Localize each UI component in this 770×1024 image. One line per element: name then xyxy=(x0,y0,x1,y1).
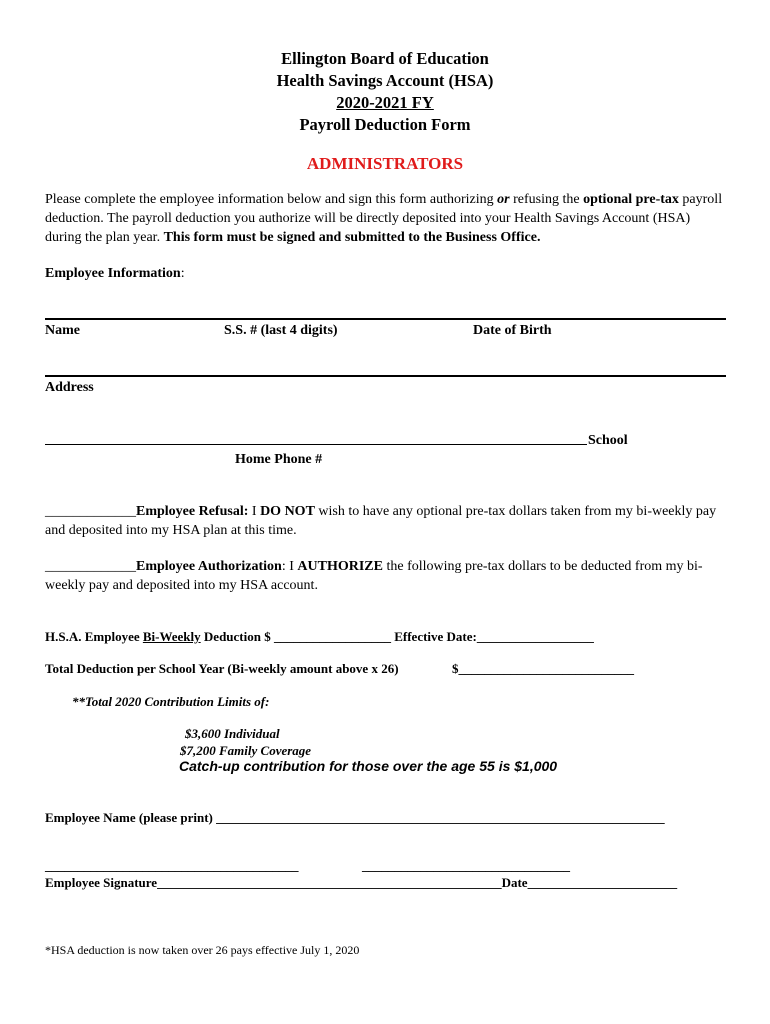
refusal-paragraph: _____________Employee Refusal: I DO NOT wish to have any optional pre-tax dollars taken from my bi-weekly pay and deposited into my HSA plan at this time. xyxy=(45,504,717,538)
limit-family: $7,200 Family Coverage xyxy=(180,743,312,758)
authorization-label: Employee Authorization xyxy=(136,559,282,574)
home-phone-label: Home Phone # xyxy=(235,452,323,467)
signature-label: Employee Signature xyxy=(45,875,158,890)
intro-paragraph xyxy=(45,190,725,247)
authorization-authorize: AUTHORIZE xyxy=(297,559,383,574)
ss-label: S.S. # (last 4 digits) xyxy=(224,323,338,338)
signature-blank-right[interactable]: ________________________________ xyxy=(362,858,570,873)
intro-text-2: refusing the xyxy=(509,192,584,207)
signature-row xyxy=(45,873,677,892)
address-row-line[interactable] xyxy=(45,375,726,377)
deduction-row: H.S.A. Employee Bi-Weekly Deduction $ __________________ Effective Date:__________________ xyxy=(45,629,594,644)
limits-heading: **Total 2020 Contribution Limits of: xyxy=(72,694,270,709)
title-organization: Ellington Board of Education xyxy=(281,49,489,68)
refusal-do-not: DO NOT xyxy=(260,504,315,519)
title-plan: Health Savings Account (HSA) xyxy=(276,71,494,90)
refusal-label: Employee Refusal: xyxy=(136,504,249,519)
date-line[interactable]: _______________________ xyxy=(527,875,678,890)
biweekly-text: Bi-Weekly xyxy=(142,629,201,644)
name-label: Name xyxy=(45,323,80,338)
address-label: Address xyxy=(45,380,94,395)
refusal-initial-blank[interactable]: _____________ xyxy=(45,504,136,519)
footnote: *HSA deduction is now taken over 26 pays effective July 1, 2020 xyxy=(45,943,360,957)
title-form-name: Payroll Deduction Form xyxy=(299,115,471,134)
intro-optional: optional pre-tax xyxy=(583,192,679,207)
employee-group-heading: ADMINISTRATORS xyxy=(306,154,464,173)
deduction-amount-blank[interactable]: __________________ xyxy=(273,629,391,644)
signature-blank-left[interactable]: _______________________________________ xyxy=(45,858,299,873)
intro-submit-instruction: This form must be signed and submitted to the Business Office. xyxy=(163,230,541,245)
limit-individual: $3,600 Individual xyxy=(185,726,280,741)
employee-name-blank[interactable]: _____________________________________________________________________ xyxy=(216,810,665,825)
date-label: Date xyxy=(501,875,528,890)
employee-name-print-row: Employee Name (please print) _____________________________________________________________________ xyxy=(45,810,665,825)
total-deduction-label: Total Deduction per School Year (Bi-weekly amount above x 26) xyxy=(45,661,399,676)
intro-or: or xyxy=(497,192,510,207)
authorization-initial-blank[interactable]: _____________ xyxy=(45,559,136,574)
authorization-paragraph: _____________Employee Authorization: I AUTHORIZE the following pre-tax dollars to be deducted from my bi-weekly pay and deposited into my HSA account. xyxy=(45,559,703,593)
name-row-line[interactable] xyxy=(45,318,726,320)
school-label: School xyxy=(588,433,628,448)
title-fiscal-year: 2020-2021 FY xyxy=(336,93,434,112)
intro-text-3: payroll deduction. The payroll deduction you authorize will be directly deposited into your Health Savings Account (HSA) during the plan year. xyxy=(45,192,723,245)
effective-date-blank[interactable]: __________________ xyxy=(476,629,594,644)
signature-line[interactable]: _____________________________________________________ xyxy=(157,875,502,890)
dob-label: Date of Birth xyxy=(473,323,552,338)
catch-up-note: Catch-up contribution for those over the age 55 is $1,000 xyxy=(179,758,558,774)
total-deduction-blank[interactable]: $___________________________ xyxy=(452,661,634,676)
employee-info-heading: Employee Information: xyxy=(45,266,185,281)
intro-text-1: Please complete the employee information below and sign this form authorizing xyxy=(45,192,498,207)
school-line[interactable] xyxy=(45,444,587,445)
